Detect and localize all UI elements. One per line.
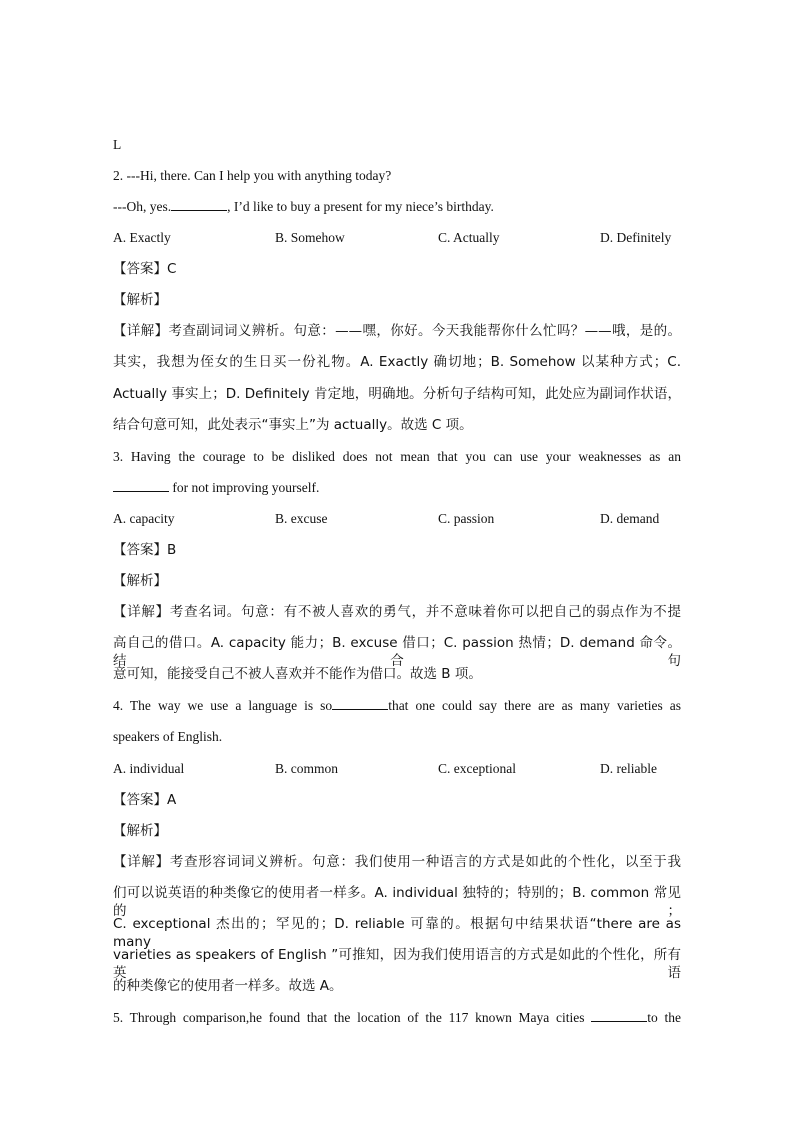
q3-answer: 【答案】B [113, 542, 177, 558]
q2-detail-line-3: Actually 事实上；D. Definitely 肯定地，明确地。分析句子结构可知，此处应为副词作状语， [113, 386, 681, 402]
q4-detail-line-4: varieties as speakers of English ”可推知，因为我们使用语言的方式是如此的个性化，所有英语 [113, 947, 681, 981]
q4-analysis-heading: 【解析】 [113, 823, 167, 839]
q3-stem-2 [113, 479, 319, 497]
q4-detail-line-3: C. exceptional 杰出的；罕见的；D. reliable 可靠的。根据句中结果状语“there are as many [113, 916, 681, 950]
q4-option-c: C. exceptional [438, 761, 516, 776]
q4-stem-start: 4. The way we use a language is so [113, 698, 333, 713]
q4-stem-2: speakers of English. [113, 729, 223, 744]
q3-detail-line-3: 意可知，能接受自己不被人喜欢并不能作为借口。故选 B 项。 [113, 666, 482, 682]
q2-answer: 【答案】C [113, 261, 177, 277]
q5-stem-start: 5. Through comparison,he found that the location of the 117 known Maya cities [113, 1010, 585, 1025]
q3-analysis-heading: 【解析】 [113, 573, 167, 589]
q2-reply-end: , I’d like to buy a present for my niece’s birthday. [227, 199, 494, 214]
q2-option-d: D. Definitely [600, 230, 672, 245]
q2-reply-start: ---Oh, yes. [113, 199, 172, 214]
q2-detail-line-2: 其实，我想为侄女的生日买一份礼物。A. Exactly 确切地；B. Somehow 以某种方式；C. [113, 354, 681, 370]
stray-letter: L [113, 137, 122, 152]
q2-option-c: C. Actually [438, 230, 500, 245]
q4-option-b: B. common [275, 761, 338, 776]
q4-option-d: D. reliable [600, 761, 657, 776]
q2-detail-line-4: 结合句意可知，此处表示“事实上”为 actually。故选 C 项。 [113, 417, 473, 433]
q2-stem: 2. ---Hi, there. Can I help you with anything today? [113, 168, 392, 183]
q4-blank [332, 698, 388, 710]
q4-stem [113, 697, 681, 715]
q2-option-b: B. Somehow [275, 230, 345, 245]
q2-analysis-heading: 【解析】 [113, 292, 167, 308]
q5-stem-end: to the [647, 1010, 682, 1025]
q5-stem [113, 1009, 681, 1027]
q5-blank [591, 1010, 647, 1022]
q3-option-b: B. excuse [275, 511, 328, 526]
q3-option-a: A. capacity [113, 511, 175, 526]
q3-stem: 3. Having the courage to be disliked does not mean that you can use your weaknesses as an [113, 449, 681, 464]
q2-reply [113, 198, 494, 216]
q2-detail-line-1: 【详解】考查副词词义辨析。句意：——嘿，你好。今天我能帮你什么忙吗？——哦，是的。 [113, 323, 681, 339]
q3-detail-line-1: 【详解】考查名词。句意：有不被人喜欢的勇气，并不意味着你可以把自己的弱点作为不提 [113, 604, 681, 620]
q3-option-c: C. passion [438, 511, 495, 526]
q3-stem-2-text: for not improving yourself. [169, 480, 320, 495]
q2-option-a: A. Exactly [113, 230, 171, 245]
q2-blank [171, 199, 227, 211]
q3-blank [113, 480, 169, 492]
q4-detail-line-5: 的种类像它的使用者一样多。故选 A。 [113, 978, 343, 994]
q4-stem-end: that one could say there are as many varieties as [388, 698, 681, 713]
q3-option-d: D. demand [600, 511, 660, 526]
q4-detail-line-2: 们可以说英语的种类像它的使用者一样多。A. individual 独特的；特别的；B. common 常见的； [113, 885, 681, 919]
q4-option-a: A. individual [113, 761, 185, 776]
q4-detail-line-1: 【详解】考查形容词词义辨析。句意：我们使用一种语言的方式是如此的个性化，以至于我 [113, 854, 681, 870]
q3-detail-line-2: 高自己的借口。A. capacity 能力；B. excuse 借口；C. passion 热情；D. demand 命令。结合句 [113, 635, 681, 669]
q4-answer: 【答案】A [113, 792, 177, 808]
